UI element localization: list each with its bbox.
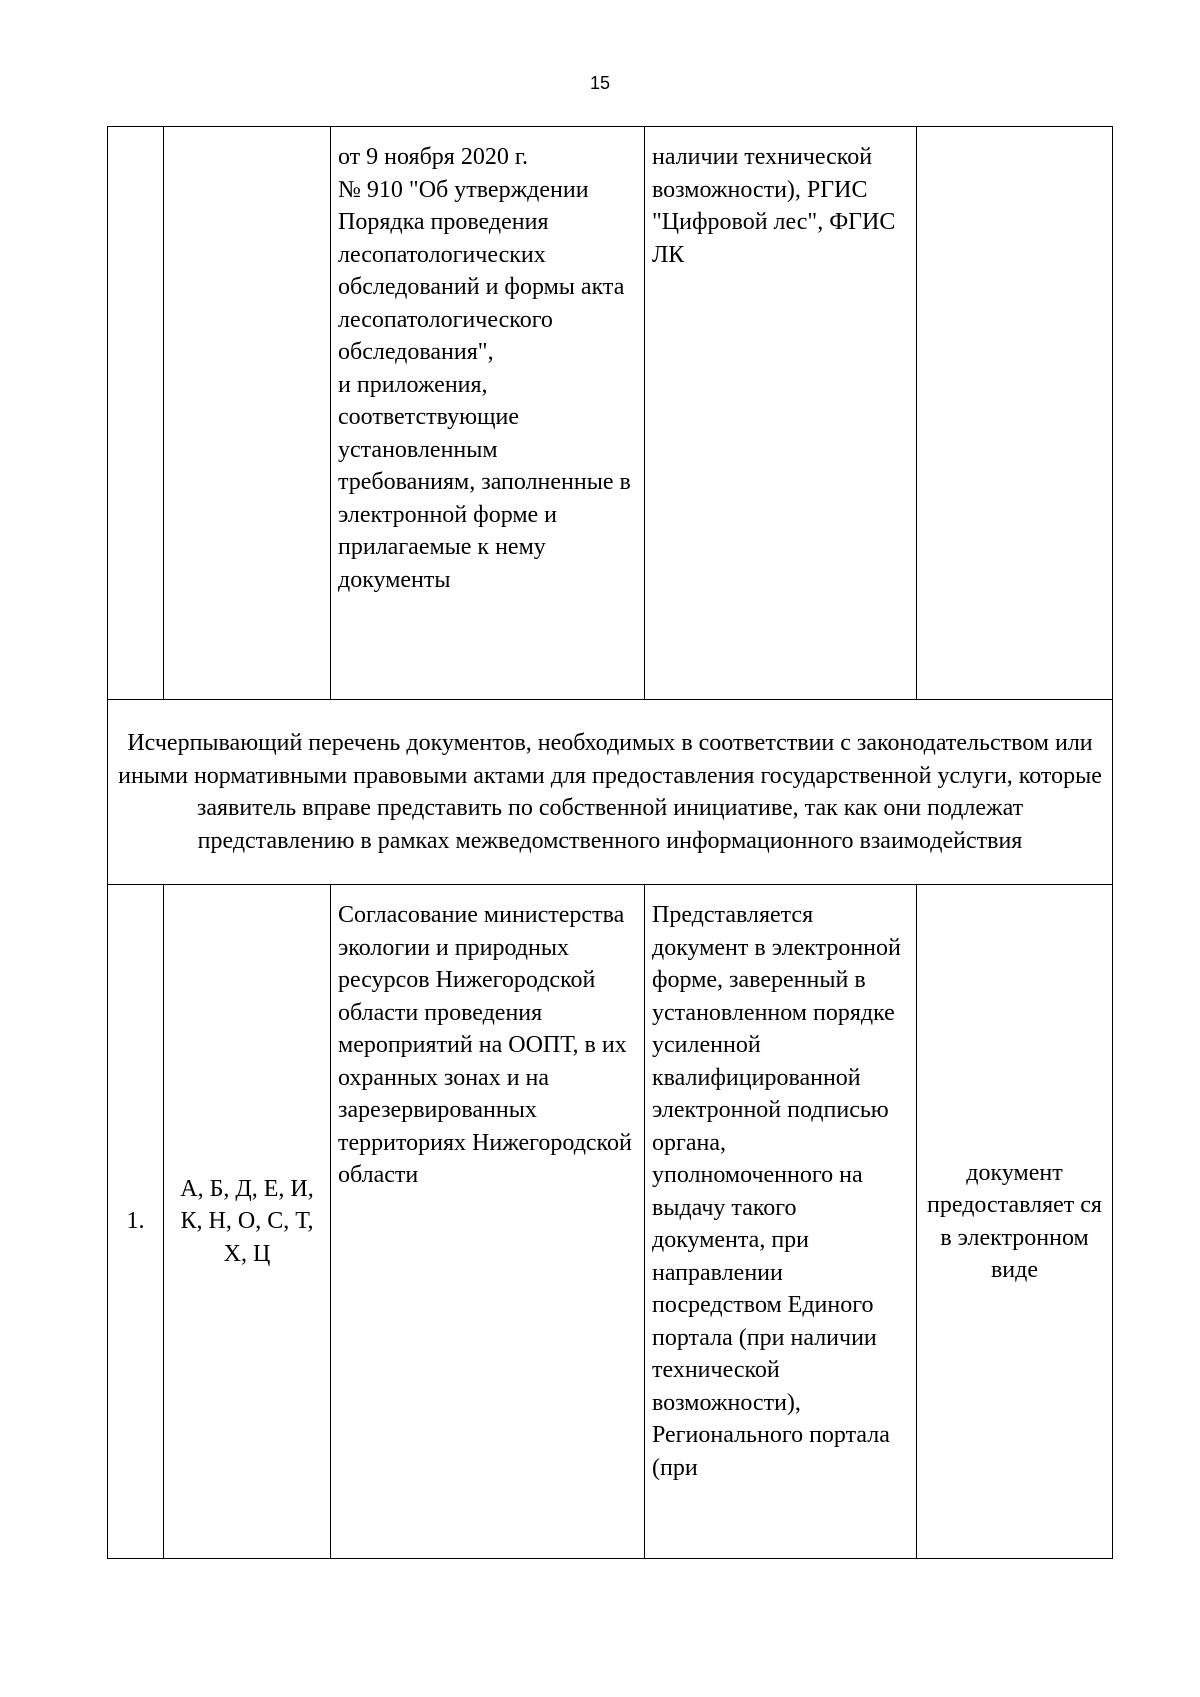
cell-form xyxy=(917,127,1113,700)
cell-form: документ предоставляет ся в электронном виде xyxy=(917,885,1113,1559)
table-row-continued xyxy=(108,127,1113,700)
cell-document: Согласование министерства экологии и природных ресурсов Нижегородской области проведения мероприятий на ООПТ, в их охранных зонах и на зарезервированных территориях Нижегородской области xyxy=(331,885,645,1559)
cell-requirements: Представляется документ в электронной форме, заверенный в установленном порядке усиленной квалифицированной электронной подписью органа, уполномоченного на выдачу такого документа, при направлении посредством Единого портала (при наличии технической возможности), Регионального портала (при xyxy=(645,885,917,1559)
table-row-item-1 xyxy=(108,885,1113,1559)
page-number: 15 xyxy=(589,73,611,93)
cell-number xyxy=(108,127,164,700)
cell-number: 1. xyxy=(108,885,164,1559)
cell-categories xyxy=(164,127,331,700)
cell-requirements: наличии технической возможности), РГИС "Цифровой лес", ФГИС ЛК xyxy=(645,127,917,700)
documents-table xyxy=(107,126,1113,1559)
cell-document: от 9 ноября 2020 г. № 910 "Об утверждении Порядка проведения лесопатологических обследований и формы акта лесопатологического обследования", и приложения, соответствующие установленным требованиям, заполненные в электронной форме и прилагаемые к нему документы xyxy=(331,127,645,700)
table-row-section-header xyxy=(108,700,1113,885)
section-header: Исчерпывающий перечень документов, необходимых в соответствии с законодательством или иными нормативными правовыми актами для предоставления государственной услуги, которые заявитель вправе представить по собственной инициативе, так как они подлежат представлению в рамках межведомственного информационного взаимодействия xyxy=(108,700,1113,885)
cell-categories: А, Б, Д, Е, И, К, Н, О, С, Т, Х, Ц xyxy=(164,885,331,1559)
